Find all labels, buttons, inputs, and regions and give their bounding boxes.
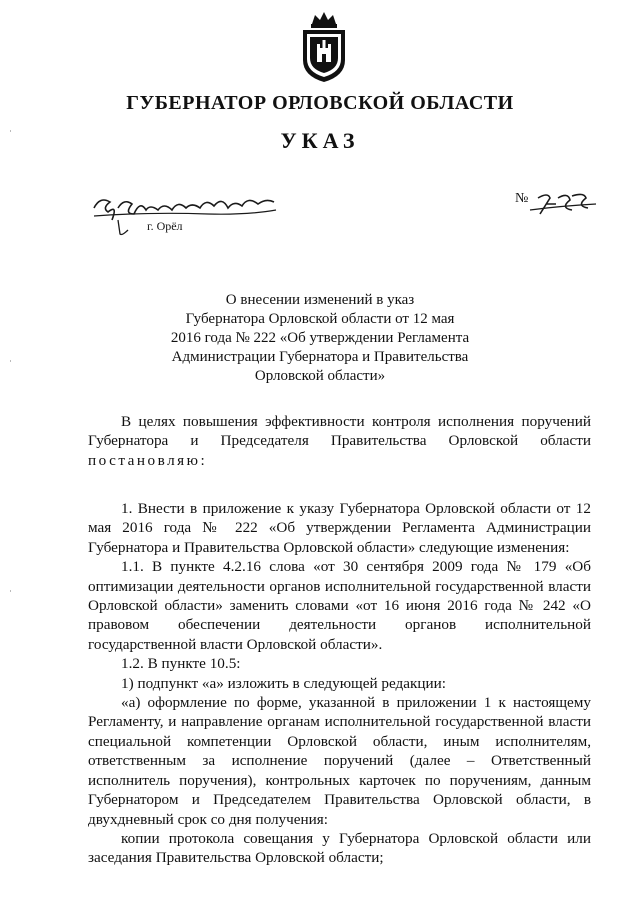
title-line: Администрации Губернатора и Правительства [171,349,469,365]
handwritten-date [88,190,283,240]
paragraph-1: 1. Внести в приложение к указу Губернатора Орловской области от 12 мая 2016 года № 222 «Об утверждении Регламента Администрации Губернатора и Правительства Орловской области» следующие изменения: [88,500,591,556]
title-line: Губернатора Орловской области от 12 мая [185,311,455,327]
scan-mark [10,130,11,132]
resolution-word: постановляю: [88,451,208,469]
document-type: УКАЗ [280,128,360,153]
title-line: О внесении изменений в указ [225,292,415,308]
paragraph-1-2-1: 1) подпункт «а» изложить в следующей редакции: [121,674,446,692]
coat-of-arms-icon [299,10,349,84]
paragraph-1-2: 1.2. В пункте 10.5: [121,655,241,673]
title-line: 2016 года № 222 «Об утверждении Регламента [170,330,470,346]
document-title [0,291,640,386]
preamble [88,412,591,470]
preamble-text: В целях повышения эффективности контроля исполнения поручений Губернатора и Председателя Правительства Орловской области [88,413,591,450]
paragraph-copy: копии протокола совещания у Губернатора Орловской области или заседания Правительства Орловской области; [88,829,591,867]
handwritten-number [500,188,600,224]
title-line: Орловской области» [254,368,386,384]
number-label: № [515,191,529,206]
paragraph-1-1: 1.1. В пункте 4.2.16 слова «от 30 сентября 2009 года № 179 «Об оптимизации деятельности органов исполнительной государственной власти Орловской области» заменить словами «от 16 июня 2016 года № 242 «О правовом обеспечении деятельности органов исполнительной государственной власти Орловской области». [88,558,591,653]
scan-mark [10,590,11,592]
scan-mark [10,360,11,362]
city-label: г. Орёл [147,219,183,233]
organization-name: ГУБЕРНАТОР ОРЛОВСКОЙ ОБЛАСТИ [126,92,514,114]
paragraph-a: «а) оформление по форме, указанной в приложении 1 к настоящему Регламенту, и направление органам исполнительной государственной власти специальной компетенции Орловской области, иным исполнителям, ответственным за исполнение поручений (далее – Ответственный исполнитель поручения), контрольных карточек по поручениям, данным Губернатором и Председателем Правительства Орловской области, в двухдневный срок со дня получения: [88,694,591,828]
document-body [88,499,591,868]
